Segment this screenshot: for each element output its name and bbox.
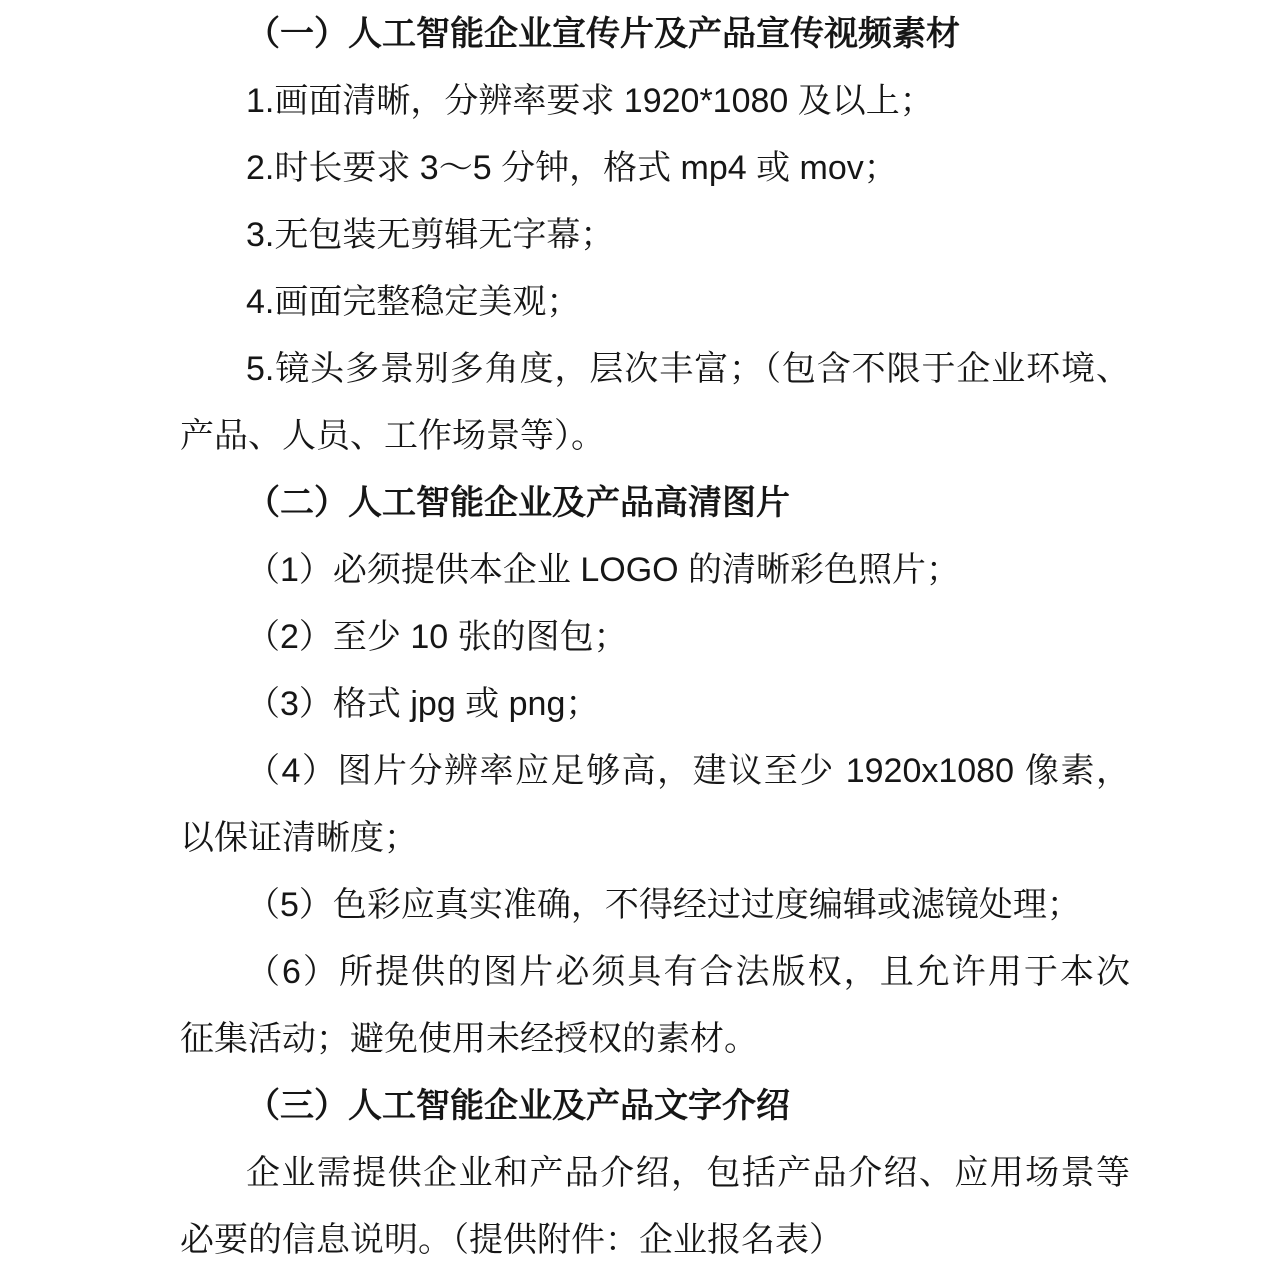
s1-item-4: 4.画面完整稳定美观； — [246, 283, 581, 321]
s2-item-5: （5）色彩应真实准确，不得经过过度编辑或滤镜处理； — [246, 886, 1081, 924]
document-content — [180, 1, 1130, 1269]
s2-item-3: （3）格式 jpg 或 png； — [246, 685, 600, 723]
section-2-heading: （二）人工智能企业及产品高清图片 — [246, 484, 790, 522]
s1-item-2: 2.时长要求 3～5 分钟，格式 mp4 或 mov； — [246, 149, 898, 187]
s3-paragraph-line-2: 必要的信息说明。（提供附件：企业报名表） — [180, 1221, 843, 1259]
s3-paragraph-line-1: 企业需提供企业和产品介绍，包括产品介绍、应用场景等 — [246, 1154, 1130, 1192]
s2-item-4-line-1: （4）图片分辨率应足够高，建议至少 1920x1080 像素， — [246, 752, 1130, 790]
s1-item-1: 1.画面清晰，分辨率要求 1920*1080 及以上； — [246, 82, 934, 120]
s2-item-2: （2）至少 10 张的图包； — [246, 618, 628, 656]
s2-item-6-line-2: 征集活动；避免使用未经授权的素材。 — [180, 1020, 758, 1058]
s1-item-3: 3.无包装无剪辑无字幕； — [246, 216, 615, 254]
s1-item-5-line-1: 5.镜头多景别多角度，层次丰富；（包含不限于企业环境、 — [246, 350, 1130, 388]
section-3-heading: （三）人工智能企业及产品文字介绍 — [246, 1087, 790, 1125]
s2-item-6-line-1: （6）所提供的图片必须具有合法版权，且允许用于本次 — [246, 953, 1130, 991]
section-1-heading: （一）人工智能企业宣传片及产品宣传视频素材 — [246, 15, 960, 53]
s1-item-5-line-2: 产品、人员、工作场景等）。 — [180, 417, 605, 455]
s2-item-4-line-2: 以保证清晰度； — [180, 819, 418, 857]
s2-item-1: （1）必须提供本企业 LOGO 的清晰彩色照片； — [246, 551, 961, 589]
